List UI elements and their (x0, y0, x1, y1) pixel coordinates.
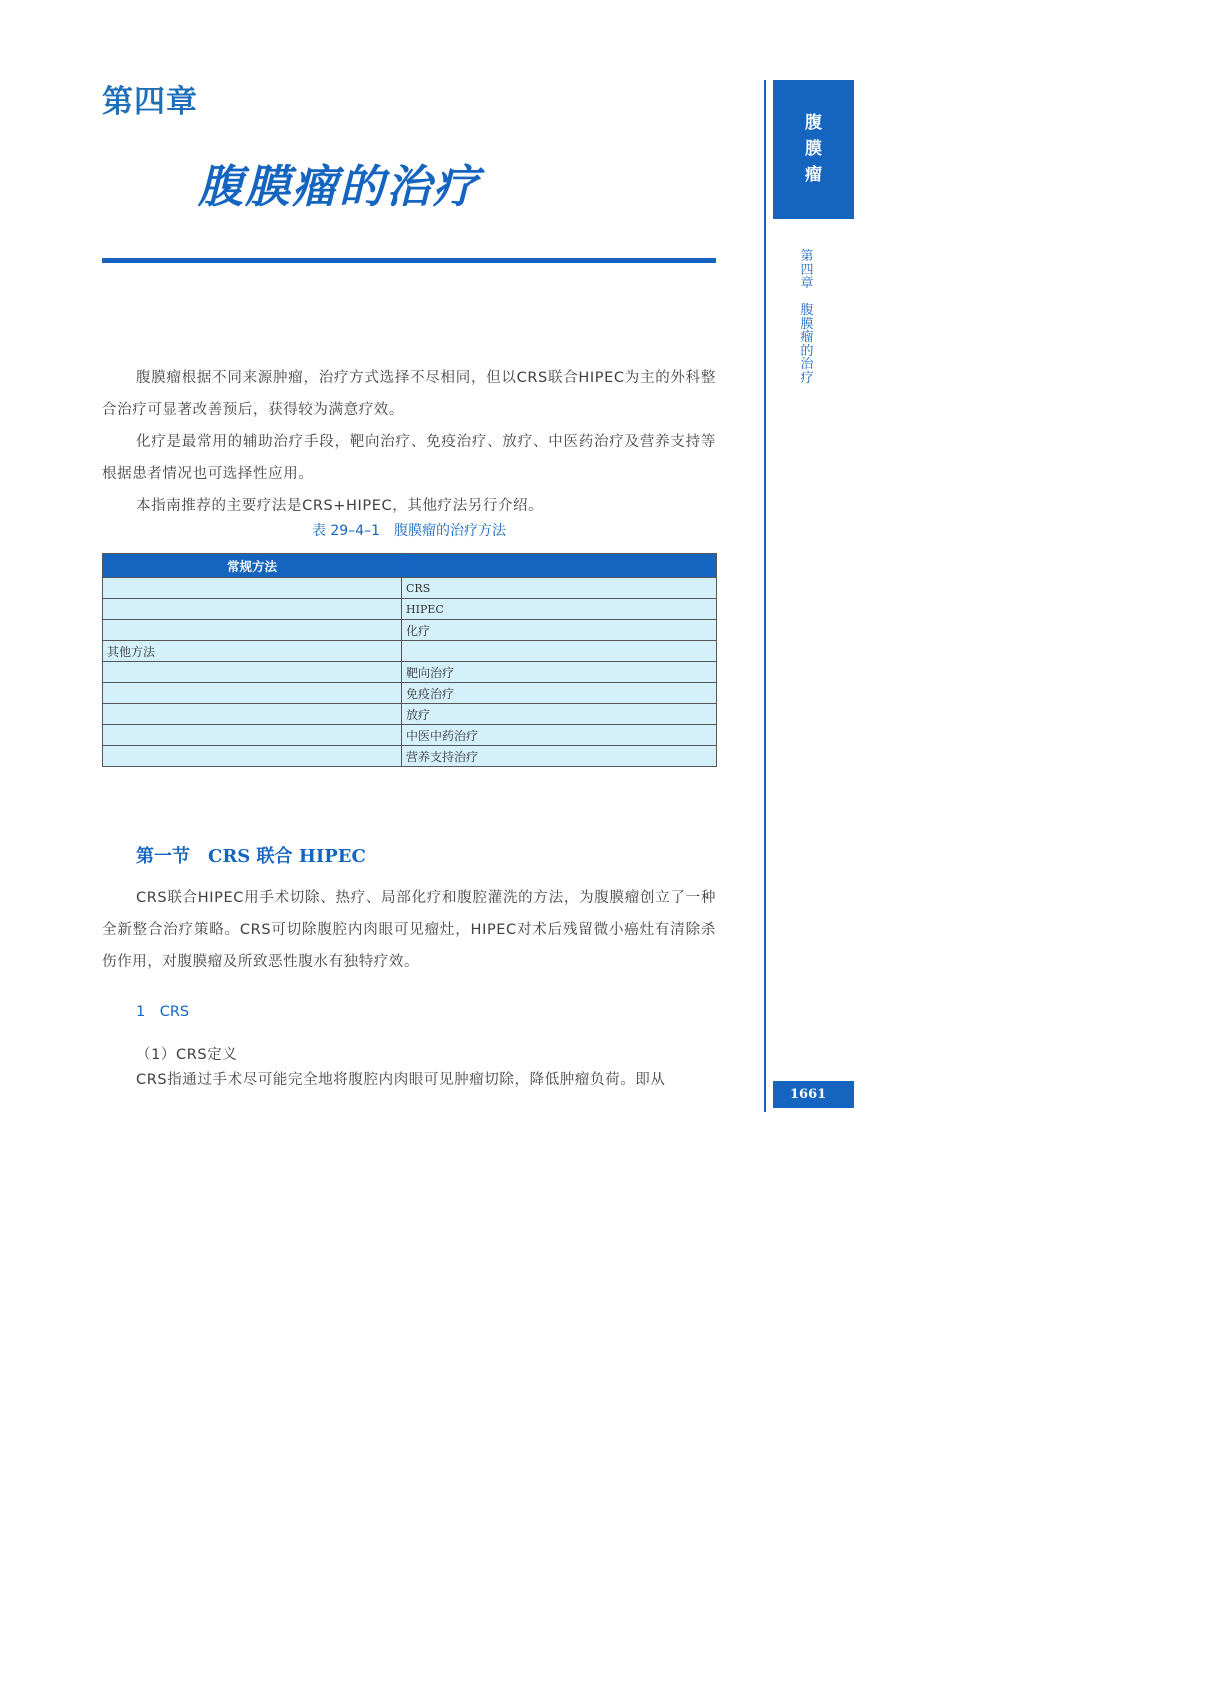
table-cell (402, 641, 717, 662)
table-row (103, 704, 717, 725)
page-number: 1661 (773, 1081, 854, 1108)
table-cell (103, 683, 402, 704)
table-row (103, 683, 717, 704)
table-cell: 免疫治疗 (402, 683, 717, 704)
table-header-row (103, 554, 717, 578)
table-cell (103, 599, 402, 620)
title-rule (102, 258, 716, 263)
table-row (103, 641, 717, 662)
table-cell: CRS (402, 578, 717, 599)
table-cell (103, 725, 402, 746)
intro-paragraph-3: 本指南推荐的主要疗法是CRS+HIPEC，其他疗法另行介绍。 (136, 498, 544, 514)
table-cell: 中医中药治疗 (402, 725, 717, 746)
table-header-cell: 常规方法 (103, 554, 402, 578)
chapter-label: 第四章 (102, 84, 198, 120)
running-title: 第 四 章 腹 膜 瘤 的 治 疗 (800, 249, 814, 386)
paragraph-title: （1）CRS定义 (136, 1047, 238, 1063)
table-row (103, 725, 717, 746)
table-cell (103, 620, 402, 641)
section-heading: 第一节 CRS 联合 HIPEC (136, 846, 366, 867)
table-cell (103, 746, 402, 767)
treatment-table (102, 553, 717, 767)
margin-rule (764, 80, 766, 1112)
table-cell (103, 704, 402, 725)
table-row (103, 578, 717, 599)
intro-paragraph-1: 腹膜瘤根据不同来源肿瘤，治疗方式选择不尽相同，但以CRS联合HIPEC为主的外科整合治疗可显著改善预后，获得较为满意疗效。 (102, 370, 716, 418)
table-cell (103, 662, 402, 683)
side-tab-text: 腹 膜 瘤 (805, 113, 822, 185)
table-row (103, 599, 717, 620)
table-cell: HIPEC (402, 599, 717, 620)
table-row (103, 746, 717, 767)
chapter-title: 腹膜瘤的治疗 (198, 160, 481, 213)
table-cell: 营养支持治疗 (402, 746, 717, 767)
table-cell: 放疗 (402, 704, 717, 725)
side-tab (773, 80, 854, 219)
table-caption: 表 29–4–1 腹膜瘤的治疗方法 (311, 523, 507, 539)
table-row (103, 620, 717, 641)
table-cell (103, 578, 402, 599)
table-cell: 靶向治疗 (402, 662, 717, 683)
section-paragraph: CRS指通过手术尽可能完全地将腹腔内肉眼可见肿瘤切除，降低肿瘤负荷。即从 (136, 1072, 666, 1088)
subsection-heading: 1 CRS (136, 1004, 190, 1020)
table-header-cell (402, 554, 717, 578)
intro-paragraph-2: 化疗是最常用的辅助治疗手段，靶向治疗、免疫治疗、放疗、中医药治疗及营养支持等根据患者情况也可选择性应用。 (102, 434, 716, 482)
table-cell: 其他方法 (103, 641, 402, 662)
table-row (103, 662, 717, 683)
section-paragraph: CRS联合HIPEC用手术切除、热疗、局部化疗和腹腔灌洗的方法，为腹膜瘤创立了一种全新整合治疗策略。CRS可切除腹腔内肉眼可见瘤灶，HIPEC对术后残留微小癌灶有清除杀伤作用，对腹膜瘤及所致恶性腹水有独特疗效。 (102, 890, 716, 970)
table-cell: 化疗 (402, 620, 717, 641)
